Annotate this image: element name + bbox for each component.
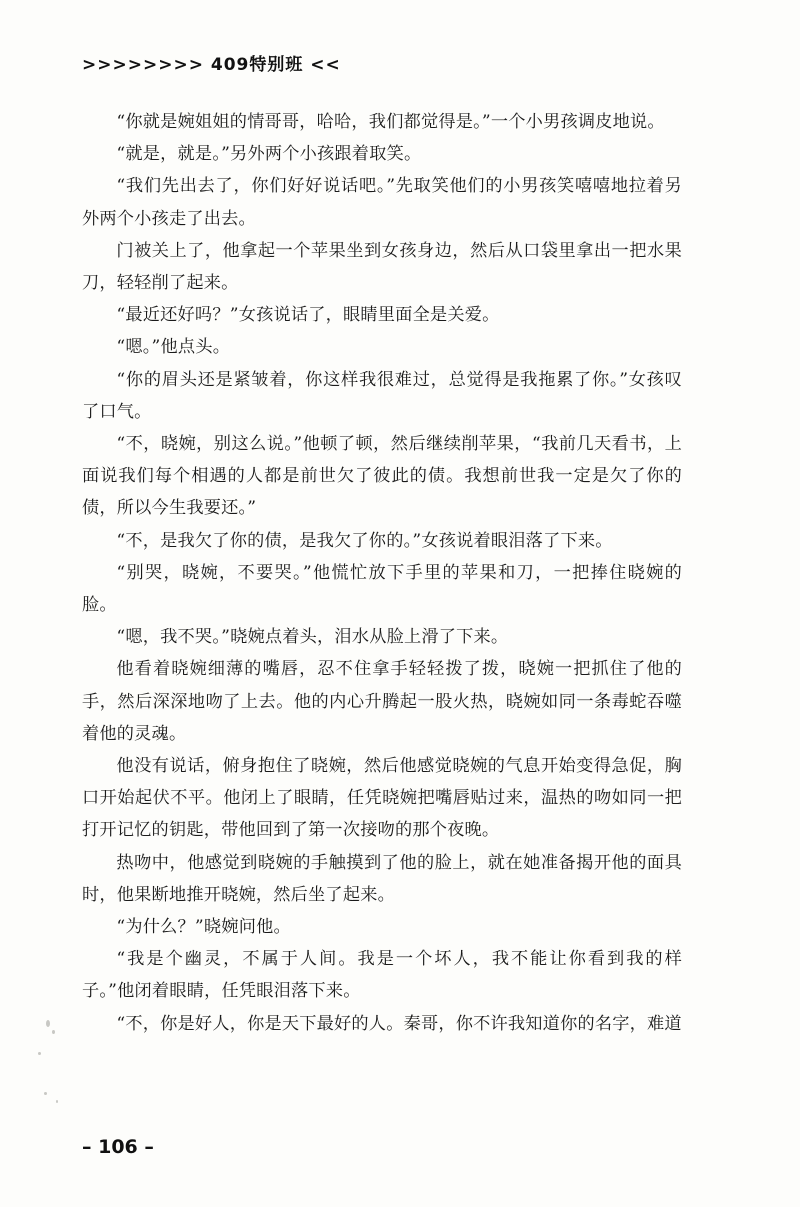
paragraph: 他看着晓婉细薄的嘴唇，忍不住拿手轻轻拨了拨，晓婉一把抓住了他的手，然后深深地吻了上去。他的内心升腾起一股火热，晓婉如同一条毒蛇吞噬着他的灵魂。 — [82, 659, 682, 744]
paragraph: “你就是婉姐姐的情哥哥，哈哈，我们都觉得是。”一个小男孩调皮地说。 — [116, 112, 665, 132]
scan-speck — [38, 1052, 41, 1055]
paragraph: “我是个幽灵，不属于人间。我是一个坏人，我不能让你看到我的样子。”他闭着眼睛，任凭眼泪落下来。 — [82, 949, 682, 1002]
paragraph: 热吻中，他感觉到晓婉的手触摸到了他的脸上，就在她准备揭开他的面具时，他果断地推开晓婉，然后坐了起来。 — [82, 852, 682, 905]
running-header: >>>>>>>> 409特别班 << — [82, 55, 341, 75]
paragraph: 门被关上了，他拿起一个苹果坐到女孩身边，然后从口袋里拿出一把水果刀，轻轻削了起来。 — [82, 240, 682, 294]
scan-speck — [44, 1092, 47, 1095]
paragraph: “别哭，晓婉，不要哭。”他慌忙放下手里的苹果和刀，一把捧住晓婉的脸。 — [82, 562, 682, 616]
scan-speck — [52, 1030, 55, 1034]
paragraph: “我们先出去了，你们好好说话吧。”先取笑他们的小男孩笑嘻嘻地拉着另外两个小孩走了出去。 — [82, 176, 682, 229]
paragraph: “就是，就是。”另外两个小孩跟着取笑。 — [116, 144, 422, 165]
paragraph: “你的眉头还是紧皱着，你这样我很难过，总觉得是我拖累了你。”女孩叹了口气。 — [82, 369, 682, 422]
scan-speck — [56, 1100, 58, 1103]
paragraph: “最近还好吗？”女孩说话了，眼睛里面全是关爱。 — [116, 305, 500, 326]
scan-speck — [46, 1020, 50, 1027]
paragraph: “不，你是好人，你是天下最好的人。秦哥，你不许我知道你的名字，难道 — [116, 1013, 682, 1034]
paragraph: “嗯。”他点头。 — [116, 337, 231, 358]
paragraph: “不，晓婉，别这么说。”他顿了顿，然后继续削苹果，“我前几天看书，上面说我们每个相遇的人都是前世欠了彼此的债。我想前世我一定是欠了你的债，所以今生我要还。” — [82, 434, 682, 519]
paragraph: “嗯，我不哭。”晓婉点着头，泪水从脸上滑了下来。 — [116, 627, 509, 648]
paragraph: “不，是我欠了你的债，是我欠了你的。”女孩说着眼泪落了下来。 — [116, 530, 613, 551]
page-number: – 106 – — [82, 1136, 154, 1158]
body-text — [82, 106, 682, 1040]
paragraph: 他没有说话，俯身抱住了晓婉，然后他感觉晓婉的气息开始变得急促，胸口开始起伏不平。他闭上了眼睛，任凭晓婉把嘴唇贴过来，温热的吻如同一把打开记忆的钥匙，带他回到了第一次接吻的那个夜晚。 — [82, 756, 682, 841]
paragraph: “为什么？”晓婉问他。 — [116, 917, 291, 938]
